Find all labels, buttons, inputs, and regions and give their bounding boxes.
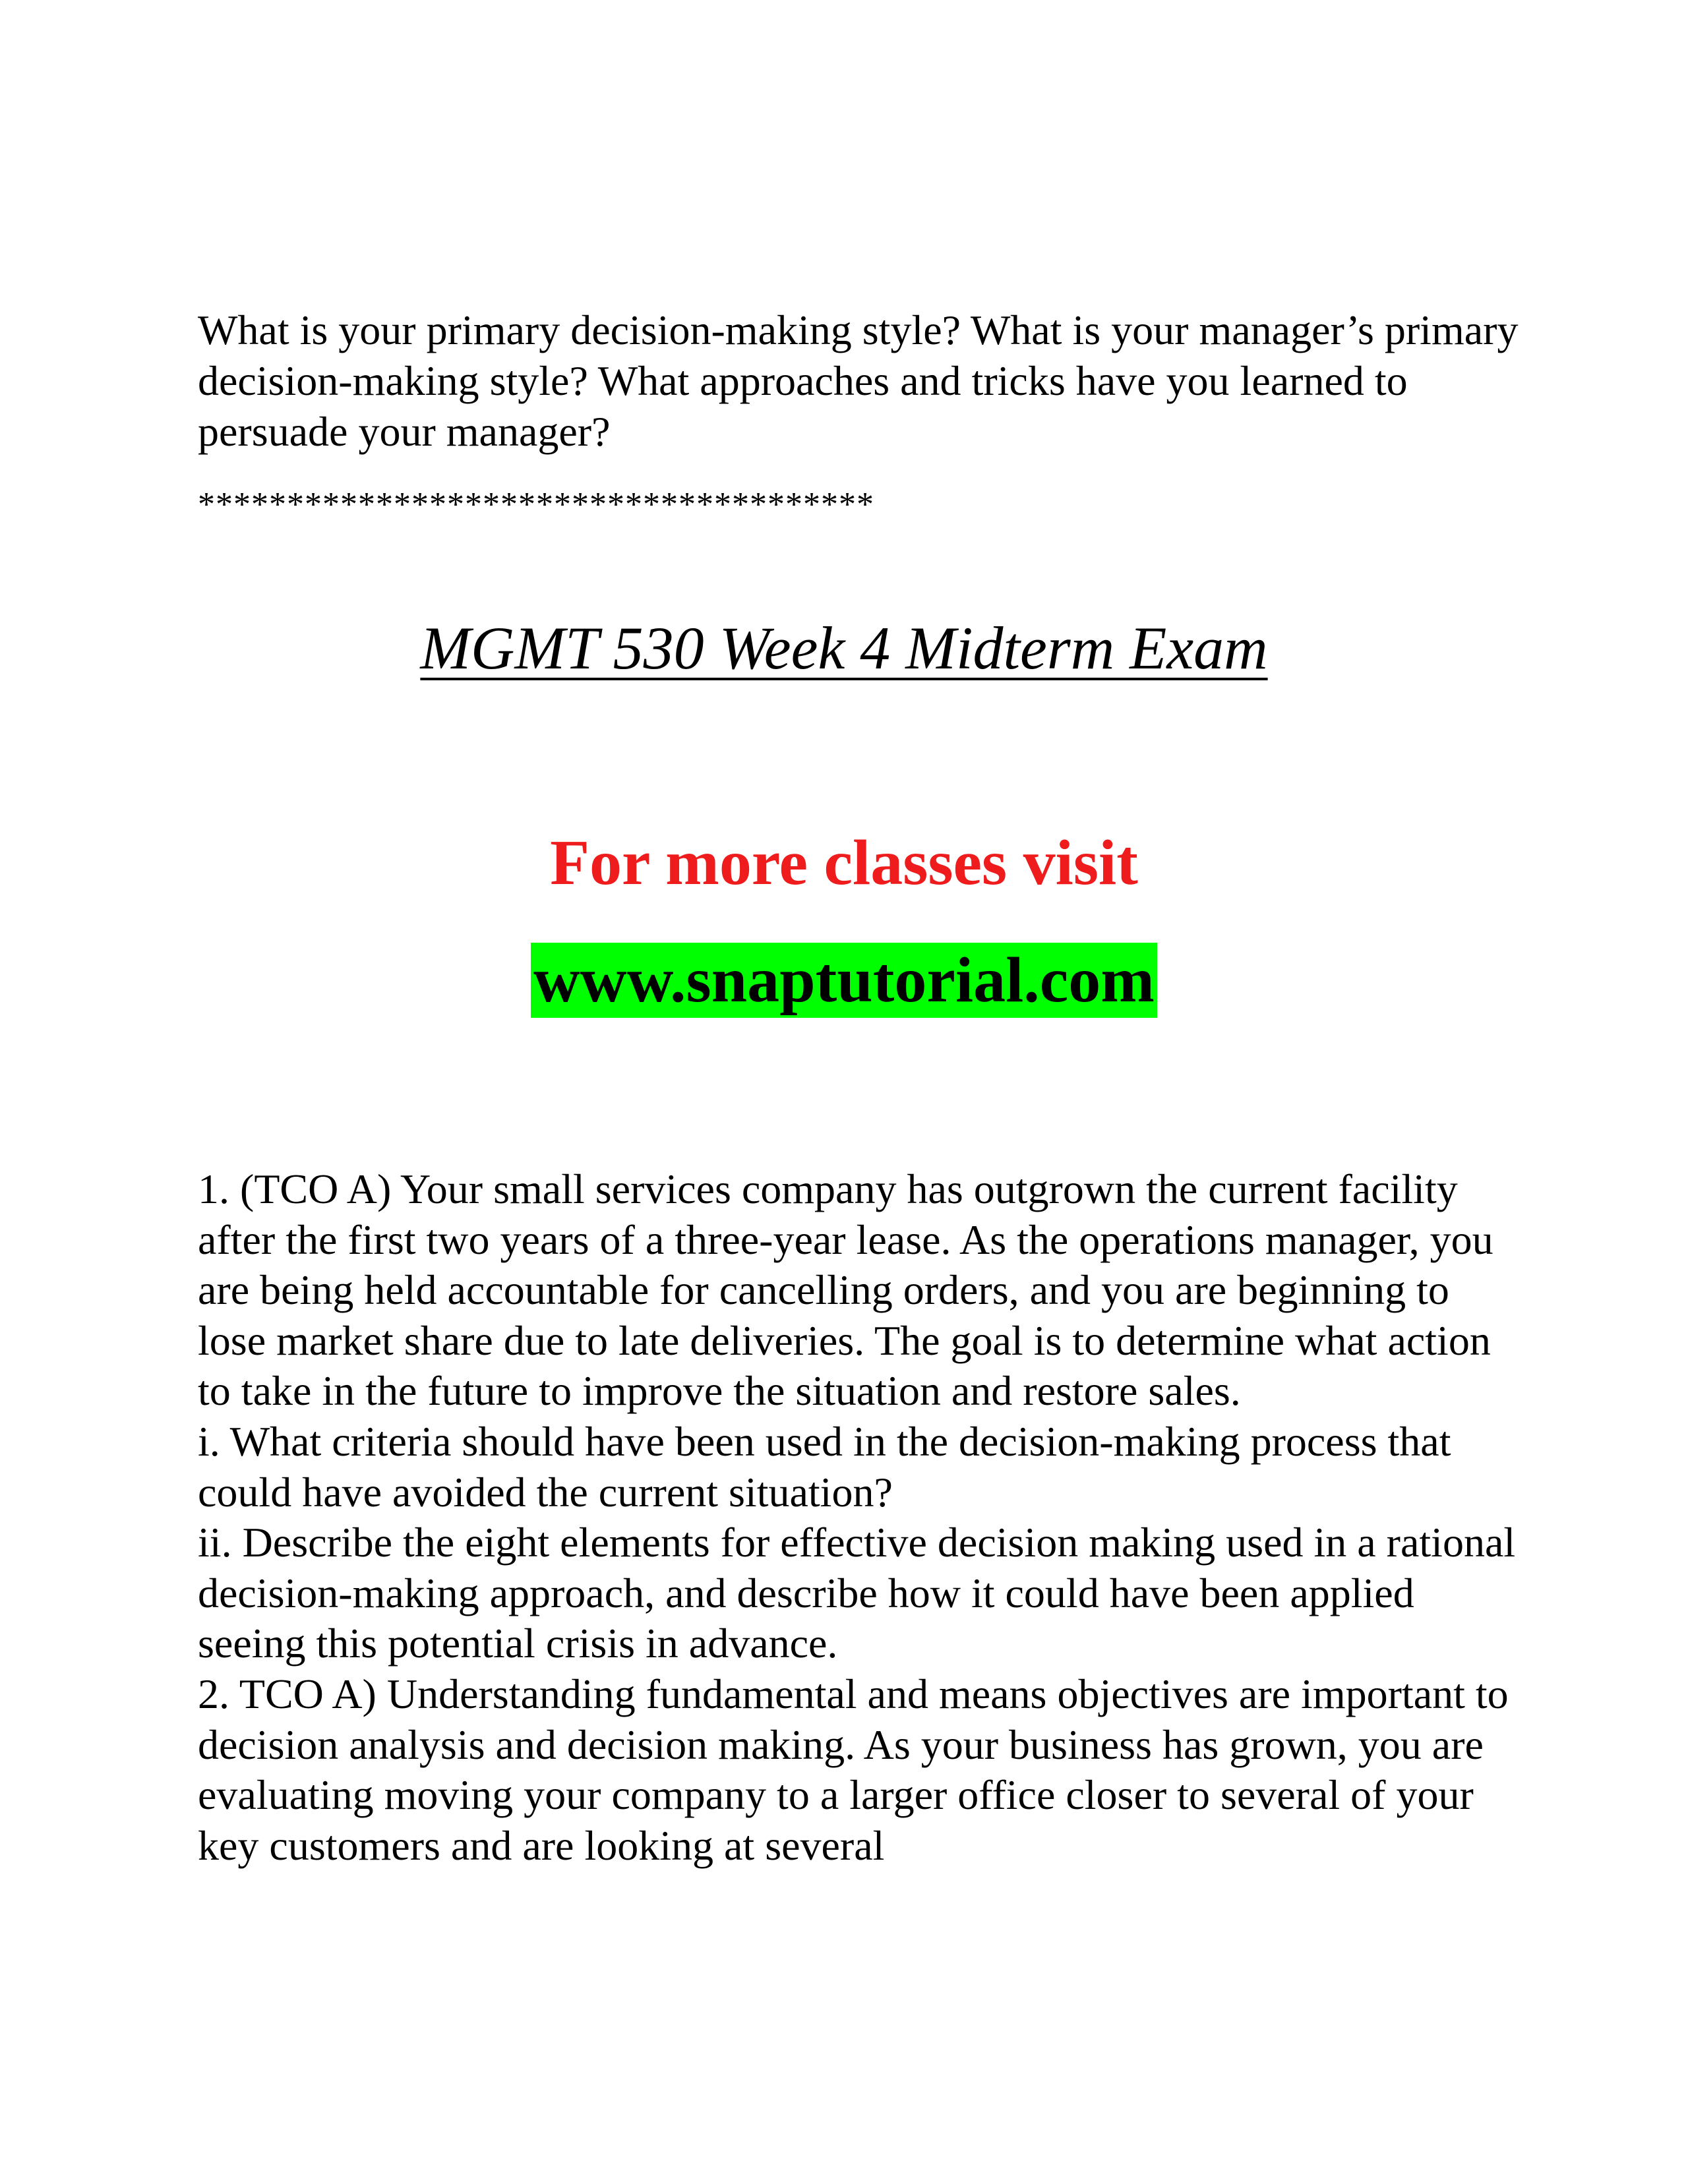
intro-paragraph: What is your primary decision-making style? What is your manager’s primary decision-making style? What approaches and tricks have you learned to persuade your manager? [198,307,1519,455]
separator-line: ************************************** [198,486,874,523]
question-paragraph: 2. TCO A) Understanding fundamental and means objectives are important to decision analysis and decision making. As your business has grown, you are evaluating moving your company to a larger office closer to several of your key customers and are looking at several [198,1670,1509,1869]
website-container [0,943,1688,1018]
question-paragraph: ii. Describe the eight elements for effective decision making used in a rational decision-making approach, and describe how it could have been applied seeing this potential crisis in advance. [198,1519,1516,1667]
intro-question [198,305,1523,457]
website-link[interactable]: www.snaptutorial.com [531,943,1157,1018]
promo-text: For more classes visit [550,827,1138,899]
exam-questions [198,1164,1523,1871]
question-paragraph: 1. (TCO A) Your small services company has outgrown the current facility after the first two years of a three-year lease. As the operations manager, you are being held accountable for cancelling orders, and you are beginning to lose market share due to late deliveries. The goal is to determine what action to take in the future to improve the situation and restore sales. [198,1166,1493,1415]
question-paragraph: i. What criteria should have been used in the decision-making process that could have avoided the current situation? [198,1417,1451,1516]
exam-title: MGMT 530 Week 4 Midterm Exam [420,614,1268,682]
